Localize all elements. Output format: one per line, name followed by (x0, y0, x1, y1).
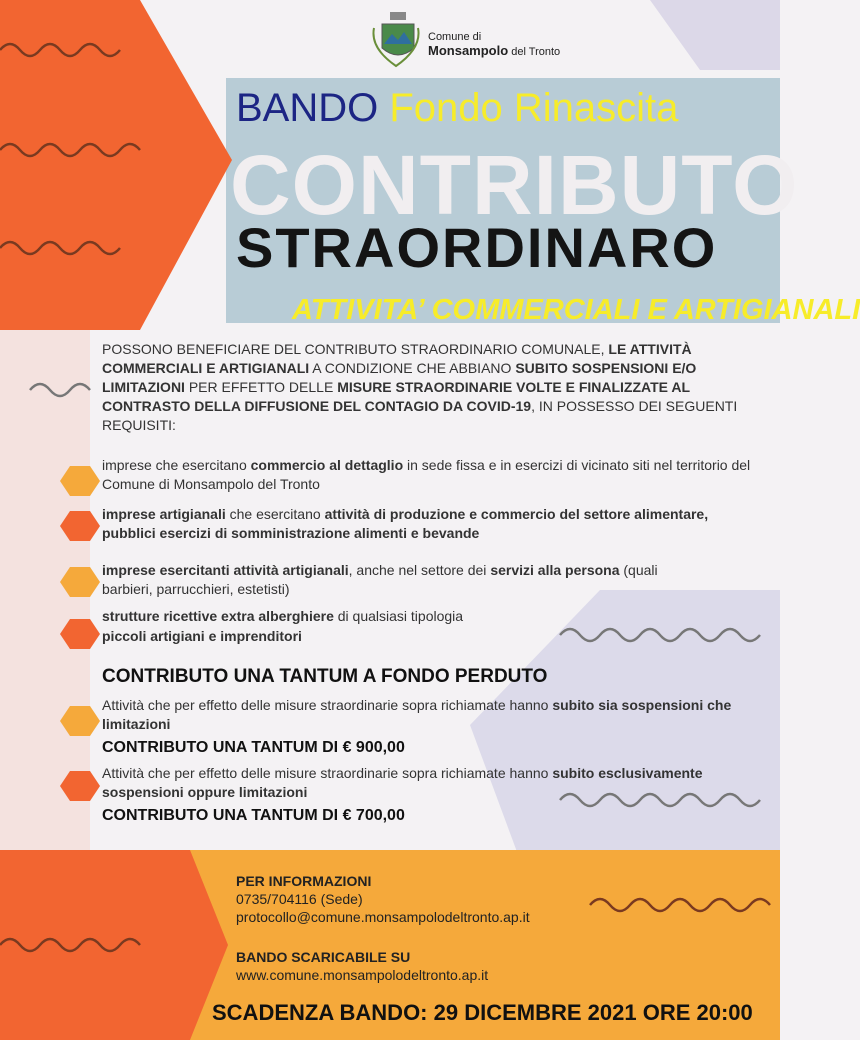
download-block (236, 948, 488, 984)
amount-900: CONTRIBUTO UNA TANTUM DI € 900,00 (102, 739, 405, 756)
case-1-text (102, 696, 742, 734)
download-heading: BANDO SCARICABILE SU (236, 949, 411, 965)
attivita-subheading: ATTIVITA’ COMMERCIALI E ARTIGIANALI (292, 294, 860, 326)
text-run: di qualsiasi tipologia (333, 608, 464, 624)
text-run: commercio al dettaglio (250, 457, 404, 473)
straordinario-heading: STRAORDINARO (236, 216, 718, 279)
lavender-shape (650, 0, 780, 70)
text-run: (quali barbieri, parrucchieri, estetisti) (102, 562, 658, 597)
comune-name-bold: Monsampolo (428, 43, 509, 58)
text-run: POSSONO BENEFICIARE DEL CONTRIBUTO STRAORDINARIO COMUNALE, (102, 341, 609, 357)
text-run: subito esclusivamente sospensioni oppure limitazioni (102, 765, 703, 800)
contributo-section-heading: CONTRIBUTO UNA TANTUM A FONDO PERDUTO (102, 666, 548, 687)
info-block (236, 872, 530, 926)
text-run: strutture ricettive extra alberghiere (102, 608, 334, 624)
text-run: A CONDIZIONE CHE ABBIANO (309, 360, 516, 376)
case-2-text (102, 764, 742, 802)
bando-title (236, 86, 678, 131)
text-run: attività di produzione e commercio del settore alimentare, pubblici esercizi di somministrazione alimenti e bevande (102, 506, 709, 541)
text-run: MISURE STRAORDINARIE VOLTE E FINALIZZATE AL CONTRASTO DELLA DIFFUSIONE DEL CONTAGIO DA COVID-19 (102, 379, 690, 414)
orange-hexagon (0, 0, 232, 330)
requirement-item-3 (102, 561, 662, 599)
info-phone: 0735/704116 (Sede) (236, 891, 363, 907)
text-run: piccoli artigiani e imprenditori (102, 628, 302, 644)
requirement-item-2 (102, 505, 752, 543)
bottom-orange-hex (0, 850, 228, 1040)
requirement-item-4 (102, 607, 752, 626)
text-run: che esercitano (225, 506, 325, 522)
comune-logo-text (428, 30, 560, 59)
text-run: imprese esercitanti attività artigianali (102, 562, 349, 578)
requirement-item-1 (102, 456, 752, 494)
fondo-rinascita-label: Fondo Rinascita (389, 86, 679, 130)
text-run: , IN POSSESSO DEI SEGUENTI REQUISITI: (102, 398, 738, 433)
requirement-item-5 (102, 627, 752, 646)
text-run: Attività che per effetto delle misure straordinarie sopra richiamate hanno (102, 697, 553, 713)
text-run: servizi alla persona (490, 562, 620, 578)
comune-prefix: Comune di (428, 31, 482, 43)
text-run: subito sia sospensioni che limitazioni (102, 697, 732, 732)
text-run: , anche nel settore dei (348, 562, 491, 578)
text-run: SUBITO SOSPENSIONI E/O LIMITAZIONI (102, 360, 697, 395)
download-website[interactable]: www.comune.monsampolodeltronto.ap.it (236, 967, 489, 983)
text-run: PER EFFETTO DELLE (184, 379, 338, 395)
text-run: imprese che esercitano (102, 457, 251, 473)
comune-name-rest: del Tronto (511, 46, 561, 58)
text-run: in sede fissa e in esercizi di vicinato siti nel territorio del Comune di Monsampolo del Tronto (102, 457, 751, 492)
amount-700: CONTRIBUTO UNA TANTUM DI € 700,00 (102, 807, 405, 824)
text-run: LE ATTIVITÀ COMMERCIALI E ARTIGIANALI (102, 341, 692, 376)
intro-paragraph (102, 340, 742, 435)
info-heading: PER INFORMAZIONI (236, 873, 372, 889)
contributo-heading: CONTRIBUTO (230, 138, 799, 232)
info-email[interactable]: protocollo@comune.monsampolodeltronto.ap.it (236, 909, 530, 925)
text-run: Attività che per effetto delle misure straordinarie sopra richiamate hanno (102, 765, 553, 781)
bando-label: BANDO (236, 86, 379, 130)
text-run: imprese artigianali (102, 506, 226, 522)
deadline-banner: SCADENZA BANDO: 29 DICEMBRE 2021 ORE 20:00 (212, 1000, 753, 1025)
coat-of-arms-icon (373, 12, 418, 66)
